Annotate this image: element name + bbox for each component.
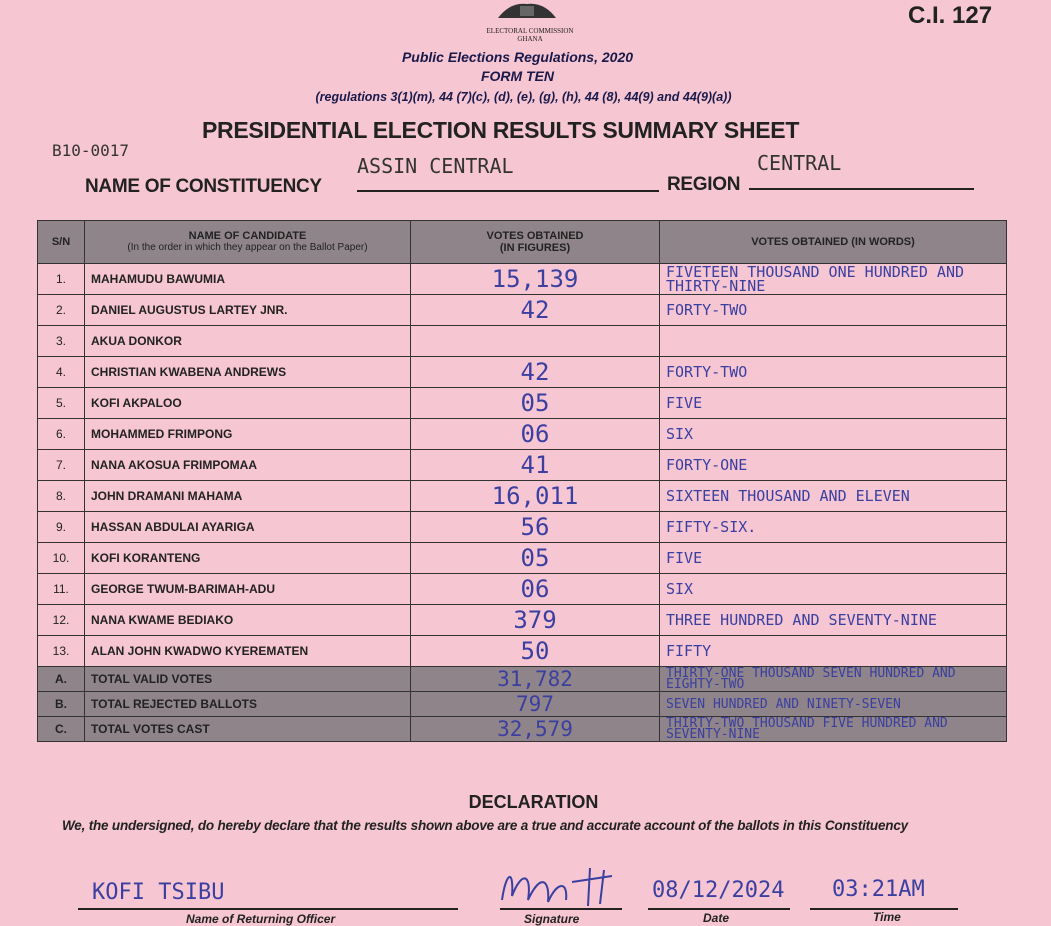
candidate-name: MAHAMUDU BAWUMIA bbox=[85, 264, 411, 295]
signature-label: Signature bbox=[524, 912, 580, 926]
row-sn: 10. bbox=[38, 543, 85, 574]
regulations-reference: (regulations 3(1)(m), 44 (7)(c), (d), (e), (g), (h), 44 (8), 44(9) and 44(9)(a)) bbox=[315, 90, 732, 104]
row-sn: 3. bbox=[38, 326, 85, 357]
candidate-name: CHRISTIAN KWABENA ANDREWS bbox=[85, 357, 411, 388]
votes-figures: 56 bbox=[411, 512, 660, 543]
votes-figures: 32,579 bbox=[411, 717, 660, 742]
officer-underline bbox=[78, 908, 458, 910]
declaration-text: We, the undersigned, do hereby declare that the results shown above are a true and accurate account of the ballots in this Constituency bbox=[62, 818, 908, 833]
constituency-label: NAME OF CONSTITUENCY bbox=[85, 176, 322, 197]
candidate-name: GEORGE TWUM-BARIMAH-ADU bbox=[85, 574, 411, 605]
candidate-name: DANIEL AUGUSTUS LARTEY JNR. bbox=[85, 295, 411, 326]
row-sn: 2. bbox=[38, 295, 85, 326]
candidate-name: NANA KWAME BEDIAKO bbox=[85, 605, 411, 636]
row-sn: 11. bbox=[38, 574, 85, 605]
votes-words: FIVE bbox=[660, 543, 1007, 574]
votes-figures: 41 bbox=[411, 450, 660, 481]
votes-words: THIRTY-TWO THOUSAND FIVE HUNDRED AND SEVENTY-NINE bbox=[660, 717, 1007, 742]
row-sn: 5. bbox=[38, 388, 85, 419]
sheet-code: B10-0017 bbox=[52, 141, 130, 160]
declaration-heading: DECLARATION bbox=[468, 792, 599, 812]
votes-words: FIVE bbox=[660, 388, 1007, 419]
table-row bbox=[38, 388, 1007, 419]
table-row bbox=[38, 481, 1007, 512]
row-sn: 8. bbox=[38, 481, 85, 512]
results-table bbox=[37, 220, 1007, 742]
table-row bbox=[38, 450, 1007, 481]
votes-words: THREE HUNDRED AND SEVENTY-NINE bbox=[660, 605, 1007, 636]
candidate-name: KOFI AKPALOO bbox=[85, 388, 411, 419]
votes-figures: 42 bbox=[411, 295, 660, 326]
candidate-name: TOTAL VOTES CAST bbox=[85, 717, 411, 742]
votes-figures: 05 bbox=[411, 388, 660, 419]
header-candidate-name: NAME OF CANDIDATE (In the order in which they appear on the Ballot Paper) bbox=[85, 221, 411, 264]
votes-figures: 31,782 bbox=[411, 667, 660, 692]
sheet-title: PRESIDENTIAL ELECTION RESULTS SUMMARY SHEET bbox=[202, 117, 800, 143]
row-sn: A. bbox=[38, 667, 85, 692]
total-row bbox=[38, 692, 1007, 717]
table-row bbox=[38, 512, 1007, 543]
row-sn: B. bbox=[38, 692, 85, 717]
row-sn: 12. bbox=[38, 605, 85, 636]
votes-words: SEVEN HUNDRED AND NINETY-SEVEN bbox=[660, 692, 1007, 717]
time-label: Time bbox=[873, 910, 901, 924]
header-votes-words: VOTES OBTAINED (IN WORDS) bbox=[660, 221, 1007, 264]
officer-label: Name of Returning Officer bbox=[186, 912, 336, 926]
total-row bbox=[38, 667, 1007, 692]
candidate-name: MOHAMMED FRIMPONG bbox=[85, 419, 411, 450]
votes-figures bbox=[411, 326, 660, 357]
table-row bbox=[38, 419, 1007, 450]
votes-words bbox=[660, 326, 1007, 357]
header-votes-figures: VOTES OBTAINED (IN FIGURES) bbox=[411, 221, 660, 264]
region-label: REGION bbox=[667, 174, 741, 195]
candidate-name: ALAN JOHN KWADWO KYEREMATEN bbox=[85, 636, 411, 667]
table-row bbox=[38, 605, 1007, 636]
table-row bbox=[38, 543, 1007, 574]
votes-words: SIX bbox=[660, 419, 1007, 450]
row-sn: 1. bbox=[38, 264, 85, 295]
candidate-name: TOTAL REJECTED BALLOTS bbox=[85, 692, 411, 717]
votes-figures: 50 bbox=[411, 636, 660, 667]
votes-words: FIFTY bbox=[660, 636, 1007, 667]
row-sn: 4. bbox=[38, 357, 85, 388]
officer-name-value: KOFI TSIBU bbox=[92, 880, 225, 905]
candidate-name: TOTAL VALID VOTES bbox=[85, 667, 411, 692]
votes-figures: 379 bbox=[411, 605, 660, 636]
votes-words: FORTY-ONE bbox=[660, 450, 1007, 481]
form-name: FORM TEN bbox=[480, 68, 555, 84]
votes-figures: 16,011 bbox=[411, 481, 660, 512]
votes-figures: 42 bbox=[411, 357, 660, 388]
form-code: C.I. 127 bbox=[908, 2, 993, 29]
region-underline bbox=[749, 188, 974, 190]
row-sn: C. bbox=[38, 717, 85, 742]
votes-words: FORTY-TWO bbox=[660, 295, 1007, 326]
constituency-underline bbox=[357, 190, 659, 192]
regulation-title: Public Elections Regulations, 2020 bbox=[401, 49, 634, 65]
candidate-name: NANA AKOSUA FRIMPOMAA bbox=[85, 450, 411, 481]
votes-figures: 797 bbox=[411, 692, 660, 717]
candidate-name: JOHN DRAMANI MAHAMA bbox=[85, 481, 411, 512]
table-row bbox=[38, 264, 1007, 295]
votes-words: THIRTY-ONE THOUSAND SEVEN HUNDRED AND EIGHTY-TWO bbox=[660, 667, 1007, 692]
time-value: 03:21AM bbox=[832, 877, 925, 902]
signature-mark bbox=[492, 862, 620, 912]
signature-underline bbox=[500, 908, 622, 910]
table-row bbox=[38, 326, 1007, 357]
row-sn: 6. bbox=[38, 419, 85, 450]
date-label: Date bbox=[703, 911, 730, 925]
votes-figures: 05 bbox=[411, 543, 660, 574]
table-row bbox=[38, 574, 1007, 605]
table-row bbox=[38, 295, 1007, 326]
votes-figures: 06 bbox=[411, 574, 660, 605]
votes-figures: 15,139 bbox=[411, 264, 660, 295]
coat-of-arms-icon bbox=[490, 0, 564, 20]
table-header-row bbox=[38, 221, 1007, 264]
votes-words: FIVETEEN THOUSAND ONE HUNDRED AND THIRTY-NINE bbox=[660, 264, 1007, 295]
total-row bbox=[38, 717, 1007, 742]
votes-words: SIXTEEN THOUSAND AND ELEVEN bbox=[660, 481, 1007, 512]
votes-words: FIFTY-SIX. bbox=[660, 512, 1007, 543]
row-sn: 7. bbox=[38, 450, 85, 481]
region-value: CENTRAL bbox=[757, 151, 842, 175]
votes-figures: 06 bbox=[411, 419, 660, 450]
table-row bbox=[38, 357, 1007, 388]
row-sn: 9. bbox=[38, 512, 85, 543]
row-sn: 13. bbox=[38, 636, 85, 667]
constituency-value: ASSIN CENTRAL bbox=[357, 154, 514, 178]
header-sn: S/N bbox=[38, 221, 85, 264]
table-row bbox=[38, 636, 1007, 667]
candidate-name: KOFI KORANTENG bbox=[85, 543, 411, 574]
date-underline bbox=[648, 908, 790, 910]
votes-words: FORTY-TWO bbox=[660, 357, 1007, 388]
date-value: 08/12/2024 bbox=[652, 878, 785, 903]
candidate-name: HASSAN ABDULAI AYARIGA bbox=[85, 512, 411, 543]
commission-name: ELECTORAL COMMISSION GHANA bbox=[486, 27, 574, 43]
candidate-name: AKUA DONKOR bbox=[85, 326, 411, 357]
votes-words: SIX bbox=[660, 574, 1007, 605]
